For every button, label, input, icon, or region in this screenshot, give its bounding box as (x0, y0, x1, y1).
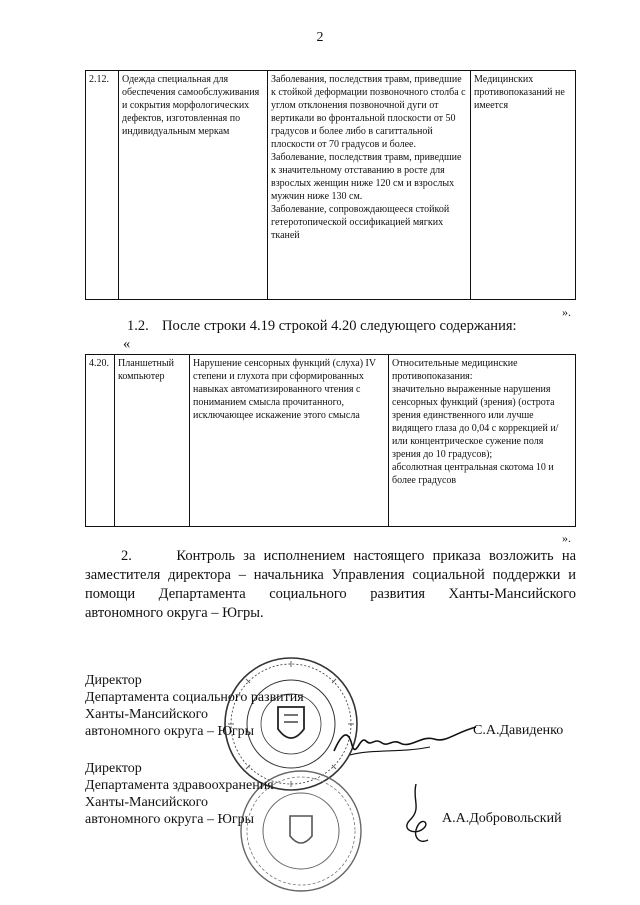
item-name: Одежда специальная для обеспечения самообслуживания и сокрытия морфологических дефектов, изготовленная по индивидуальным меркам (119, 71, 268, 300)
signature-label-line: автономного округа – Югры (85, 812, 254, 827)
signatory-name: С.А.Давиденко (473, 723, 564, 738)
indications-cell: Нарушение сенсорных функций (слуха) IV степени и глухота при сформированных навыках автоматизированного чтения с пониманием смысла прочитанного, исключающее искажение этого смысла (190, 355, 389, 527)
signatory-name: А.А.Добровольский (442, 811, 562, 826)
signature-block-health (85, 760, 274, 828)
signature-label-line: Директор (85, 673, 142, 688)
signature-label-line: Департамента здравоохранения (85, 778, 274, 793)
indication-text: Заболевание, сопровождающееся стойкой гетеротопической оссификацией мягких тканей (271, 204, 450, 241)
indication-text: Заболевание, последствия травм, приведшие к значительному отставанию в росте для взрослых женщин ниже 120 см и взрослых мужчин ниже 130 см. (271, 152, 462, 202)
contraindications-cell: Медицинских противопоказаний не имеется (471, 71, 576, 300)
clause-number: 1.2. (127, 318, 149, 334)
contraindication-text: абсолютная центральная скотома 10 и более градусов (392, 462, 554, 486)
signature-block-social (85, 672, 304, 740)
closing-quote: ». (562, 305, 571, 319)
closing-quote: ». (562, 531, 571, 545)
contraindications-cell (389, 355, 576, 527)
signature-icon (330, 715, 480, 765)
indications-cell (268, 71, 471, 300)
clause-text: После строки 4.19 строкой 4.20 следующего содержания: (162, 318, 517, 334)
signature-label-line: Ханты-Мансийского (85, 795, 209, 810)
paragraph-text: Контроль за исполнением настоящего приказа возложить на заместителя директора – начальника Управления социальной поддержки и помощи Департамента социального развития Ханты-Мансийского автономного округа – Югры. (85, 548, 577, 621)
contraindication-text: значительно выраженные нарушения сенсорных функций (зрения) (острота зрения единственного или лучше видящего глаза до 0,04 с коррекцией и/или концентрическое сужение поля зрения до 10 градусов); (392, 384, 559, 460)
table-row-4-20 (85, 354, 576, 527)
paragraph-number: 2. (121, 548, 132, 564)
table-row-2-12 (85, 70, 576, 300)
opening-quote: « (123, 336, 131, 352)
item-name: Планшетный компьютер (115, 355, 190, 527)
signature-label-line: Ханты-Мансийского (85, 707, 209, 722)
paragraph-2 (85, 547, 576, 623)
signature-label-line: автономного округа – Югры (85, 724, 254, 739)
indication-text: Заболевания, последствия травм, приведшие к стойкой деформации позвоночного столба с углом отклонения позвоночной дуги от вертикали во фронтальной плоскости от 50 градусов и более либо в сагиттальной плоскости от 70 градусов и более. (271, 74, 466, 150)
signature-icon-2 (386, 780, 446, 850)
page-number: 2 (316, 30, 324, 45)
contraindication-text: Относительные медицинские противопоказания: (392, 358, 518, 382)
row-number: 2.12. (86, 71, 119, 300)
signature-label-line: Департамента социального развития (85, 690, 304, 705)
signature-label-line: Директор (85, 761, 142, 776)
row-number: 4.20. (86, 355, 115, 527)
